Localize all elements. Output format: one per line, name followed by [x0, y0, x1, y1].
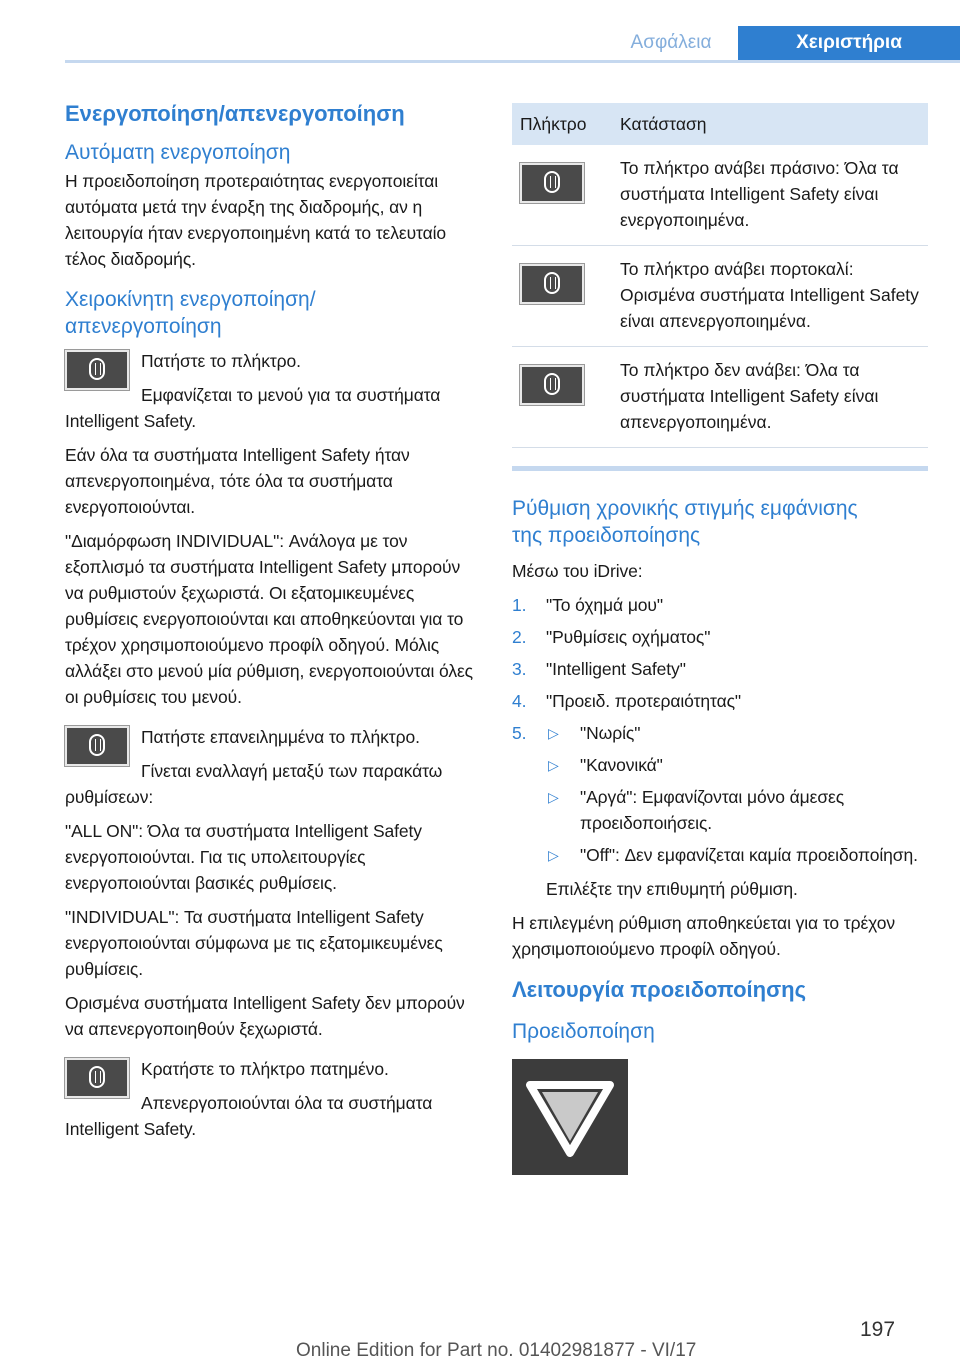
section-title: Ενεργοποίηση/απενεργοποίηση: [65, 101, 405, 126]
press-button-block: [65, 348, 477, 434]
option-item: ▷ "Νωρίς": [546, 720, 928, 746]
safety-button-icon: [65, 1058, 129, 1098]
table-row: [512, 246, 928, 347]
table-header-key: Πλήκτρο: [512, 103, 612, 145]
safety-button-icon: [520, 163, 584, 203]
menu-shown-text: Εμφανίζεται το μενού για τα συστήματα Intelligent Safety.: [65, 385, 441, 432]
right-column: [512, 103, 928, 1175]
table-cell-state: Το πλήκτρο ανάβει πορτοκαλί: Ορισμένα συστήματα Intelligent Safety είναι απενεργοποιημένα.: [612, 246, 928, 347]
function-heading: Λειτουργία προειδοποίησης: [512, 976, 807, 1002]
list-item: 1. "Το όχημά μου": [512, 594, 664, 615]
safety-button-icon: [65, 726, 129, 766]
triangle-bullet-icon: ▷: [548, 724, 559, 741]
left-column: [65, 100, 477, 1150]
all-on-text: "ALL ON": Όλα τα συστήματα Intelligent Safety ενεργοποιούνται. Για τις υπολειτουργίες ενεργοποιούνται βασικές ρυθμίσεις.: [65, 821, 422, 894]
table-row: [512, 145, 928, 246]
table-header-state: Κατάσταση: [612, 103, 928, 145]
header-rule: [65, 60, 960, 63]
steps-list: [512, 592, 928, 868]
press-repeat-text: Πατήστε επανειλημμένα το πλήκτρο.: [141, 727, 420, 748]
table-row: [512, 347, 928, 448]
warning-heading: Προειδοποίηση: [512, 1020, 655, 1044]
list-item: 3. "Intelligent Safety": [512, 658, 686, 679]
header-section-tab[interactable]: Ασφάλεια: [630, 32, 712, 53]
button-state-table: [512, 103, 928, 448]
table-bottom-rule: [512, 466, 928, 471]
auto-text: Η προειδοποίηση προτεραιότητας ενεργοποιείται αυτόματα μετά την έναρξη της διαδρομής, αν η λειτουργία ήταν ενεργοποιημένη κατά το τελευταίο τέλος διαδρομής.: [65, 170, 447, 269]
toggle-text: Γίνεται εναλλαγή μεταξύ των παρακάτω ρυθμίσεων:: [65, 761, 443, 808]
list-item: 2. "Ρυθμίσεις οχήματος": [512, 626, 711, 647]
table-cell-state: Το πλήκτρο ανάβει πράσινο: Όλα τα συστήματα Intelligent Safety είναι ενεργοποιημένα.: [612, 145, 928, 246]
deactivated-text: Απενεργοποιούνται όλα τα συστήματα Intelligent Safety.: [65, 1093, 433, 1140]
options-list: [546, 720, 928, 868]
option-item: ▷ "Κανονικά": [546, 752, 928, 778]
option-item: ▷ "Off": Δεν εμφανίζεται καμία προειδοποίηση.: [546, 842, 928, 868]
option-item: ▷ "Αργά": Εμφανίζονται μόνο άμεσες προειδοποιήσεις.: [546, 784, 928, 836]
press-button-text: Πατήστε το πλήκτρο.: [141, 351, 301, 372]
all-off-text: Εάν όλα τα συστήματα Intelligent Safety ήταν απενεργοποιημένα, τότε όλα τα συστήματα ενεργοποιούνται.: [65, 445, 410, 518]
some-systems-text: Ορισμένα συστήματα Intelligent Safety δεν μπορούν να απενεργοποιηθούν ξεχωριστά.: [65, 993, 465, 1040]
safety-button-icon: [65, 350, 129, 390]
triangle-bullet-icon: ▷: [548, 756, 559, 773]
table-cell-state: Το πλήκτρο δεν ανάβει: Όλα τα συστήματα Intelligent Safety είναι απενεργοποιημένα.: [612, 347, 928, 448]
select-text: Επιλέξτε την επιθυμητή ρύθμιση.: [546, 878, 798, 899]
list-item: 5. ▷ "Νωρίς" ▷ "Κανονικά" ▷ "Αργά": Εμφανίζονται μόνο άμεσες προειδοποιήσεις. ▷ "Off": Δεν εμφανίζεται καμία προειδοποίηση.: [512, 720, 928, 868]
auto-heading: Αυτόματη ενεργοποίηση: [65, 140, 291, 164]
header-active-tab[interactable]: Χειριστήρια: [738, 26, 960, 60]
timing-heading: Ρύθμιση χρονικής στιγμής εμφάνισης της προειδοποίησης: [512, 497, 858, 548]
hold-button-block: [65, 1056, 477, 1142]
individual-text: "Διαμόρφωση INDIVIDUAL": Ανάλογα με τον εξοπλισμό τα συστήματα Intelligent Safety μπορούν να ρυθμιστούν ξεχωριστά. Οι εξατομικευμένες ρυθμίσεις ενεργοποιούνται και αποθηκεύονται για το τρέχον χρησιμοποιούμενο προφίλ οδηγού. Μόλις αλλάξει στο μενού μία ρύθμιση, ενεργοποιούνται όλες οι ρυθμίσεις του μενού.: [65, 531, 474, 708]
hold-button-text: Κρατήστε το πλήκτρο πατημένο.: [141, 1059, 389, 1080]
edition-footer: Online Edition for Part no. 01402981877 - VI/17: [296, 1340, 697, 1361]
triangle-bullet-icon: ▷: [548, 846, 559, 863]
via-idrive-text: Μέσω του iDrive:: [512, 560, 643, 581]
warning-triangle-icon: [512, 1059, 628, 1175]
individual2-text: "INDIVIDUAL": Τα συστήματα Intelligent Safety ενεργοποιούνται σύμφωνα με τις εξατομικευμένες ρυθμίσεις.: [65, 907, 443, 980]
manual-heading: Χειροκίνητη ενεργοποίηση/ απενεργοποίηση: [65, 287, 316, 339]
safety-button-icon: [520, 264, 584, 304]
safety-button-icon: [520, 365, 584, 405]
list-item: 4. "Προειδ. προτεραιότητας": [512, 690, 742, 711]
page-number: 197: [860, 1318, 896, 1341]
saved-text: Η επιλεγμένη ρύθμιση αποθηκεύεται για το τρέχον χρησιμοποιούμενο προφίλ οδηγού.: [512, 912, 896, 959]
triangle-bullet-icon: ▷: [548, 788, 559, 805]
press-repeat-block: [65, 724, 477, 810]
